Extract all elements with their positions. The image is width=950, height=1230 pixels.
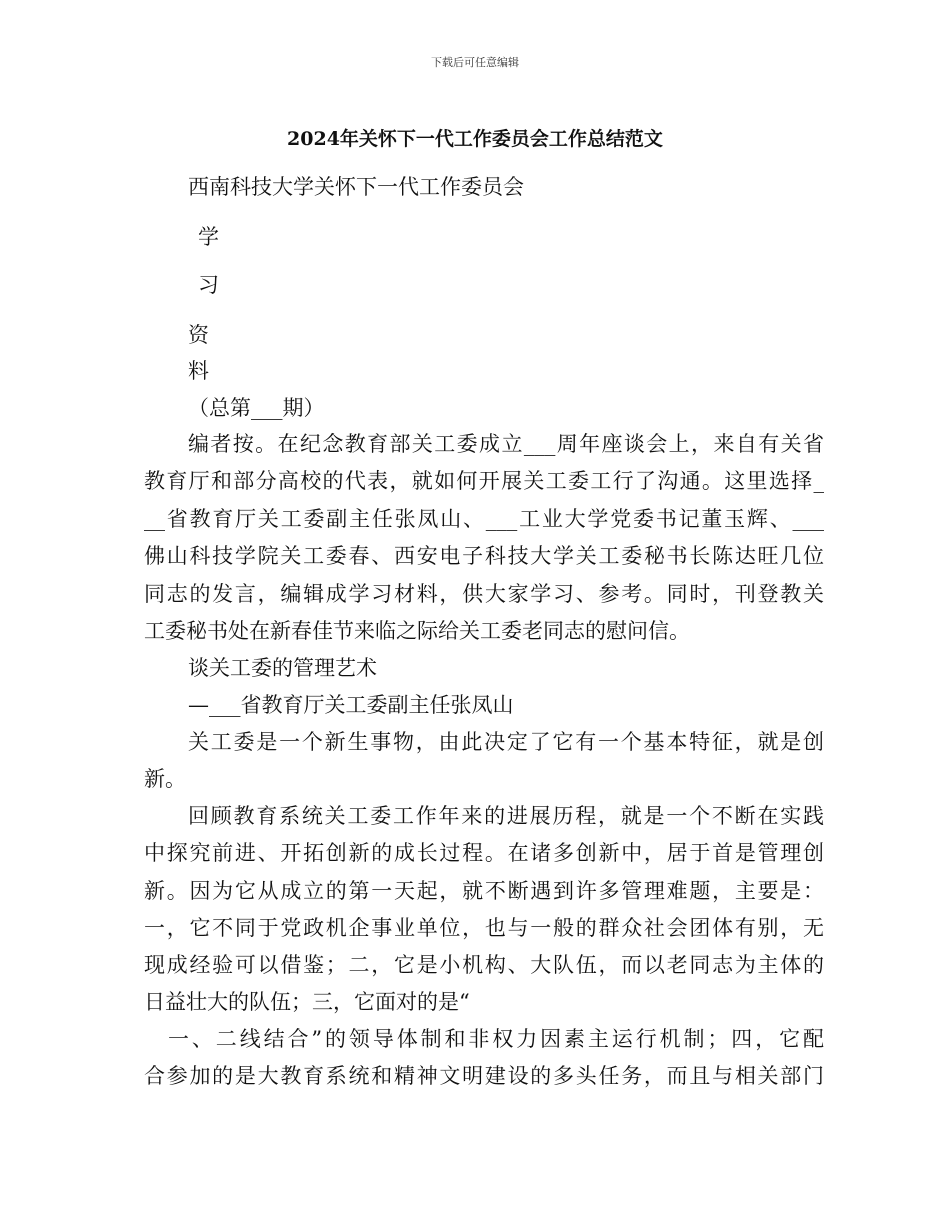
body-line: 关工委是一个新生事物，由此决定了它有一个基本特征，就是创 xyxy=(188,730,824,754)
editor-note-line: 编者按。在纪念教育部关工委成立___周年座谈会上，来自有关省 xyxy=(188,432,824,456)
issue-number: （总第___期） xyxy=(188,396,325,420)
body-line: 新。 xyxy=(144,767,186,791)
body-line: 一，它不同于党政机企事业单位，也与一般的群众社会团体有别，无 xyxy=(144,916,824,940)
body-line: 合参加的是大教育系统和精神文明建设的多头任务，而且与相关部门 xyxy=(144,1064,824,1088)
editor-note-line: 工委秘书处在新春佳节来临之际给关工委老同志的慰问信。 xyxy=(144,619,690,643)
vertical-char-2: 习 xyxy=(198,273,219,297)
organization-name: 西南科技大学关怀下一代工作委员会 xyxy=(188,175,524,199)
body-line: 中探究前进、开拓创新的成长过程。在诸多创新中，居于首是管理创 xyxy=(144,841,824,865)
document-title: 2024年关怀下一代工作委员会工作总结范文 xyxy=(287,128,663,150)
vertical-char-3: 资 xyxy=(188,323,209,347)
body-line: 日益壮大的队伍；三，它面对的是“ xyxy=(144,990,470,1014)
editor-note-line: 教育厅和部分高校的代表，就如何开展关工委工行了沟通。这里选择_ xyxy=(144,469,824,493)
section-byline: —___省教育厅关工委副主任张凤山 xyxy=(188,693,514,717)
body-line: 现成经验可以借鉴；二，它是小机构、大队伍，而以老同志为主体的 xyxy=(144,953,824,977)
editor-note-line: __省教育厅关工委副主任张凤山、___工业大学党委书记董玉辉、___ xyxy=(144,507,824,531)
section-title: 谈关工委的管理艺术 xyxy=(188,656,377,680)
vertical-char-4: 料 xyxy=(188,359,209,383)
vertical-char-1: 学 xyxy=(198,225,219,249)
editor-note-line: 同志的发言，编辑成学习材料，供大家学习、参考。同时，刊登教关 xyxy=(144,582,824,606)
body-line: 一、二线结合”的领导体制和非权力因素主运行机制；四，它配 xyxy=(168,1027,824,1051)
page-header-note: 下载后可任意编辑 xyxy=(431,56,519,69)
body-line: 回顾教育系统关工委工作年来的进展历程，就是一个不断在实践 xyxy=(188,804,824,828)
editor-note-line: 佛山科技学院关工委春、西安电子科技大学关工委秘书长陈达旺几位 xyxy=(144,544,824,568)
body-line: 新。因为它从成立的第一天起，就不断遇到许多管理难题，主要是： xyxy=(144,879,824,903)
